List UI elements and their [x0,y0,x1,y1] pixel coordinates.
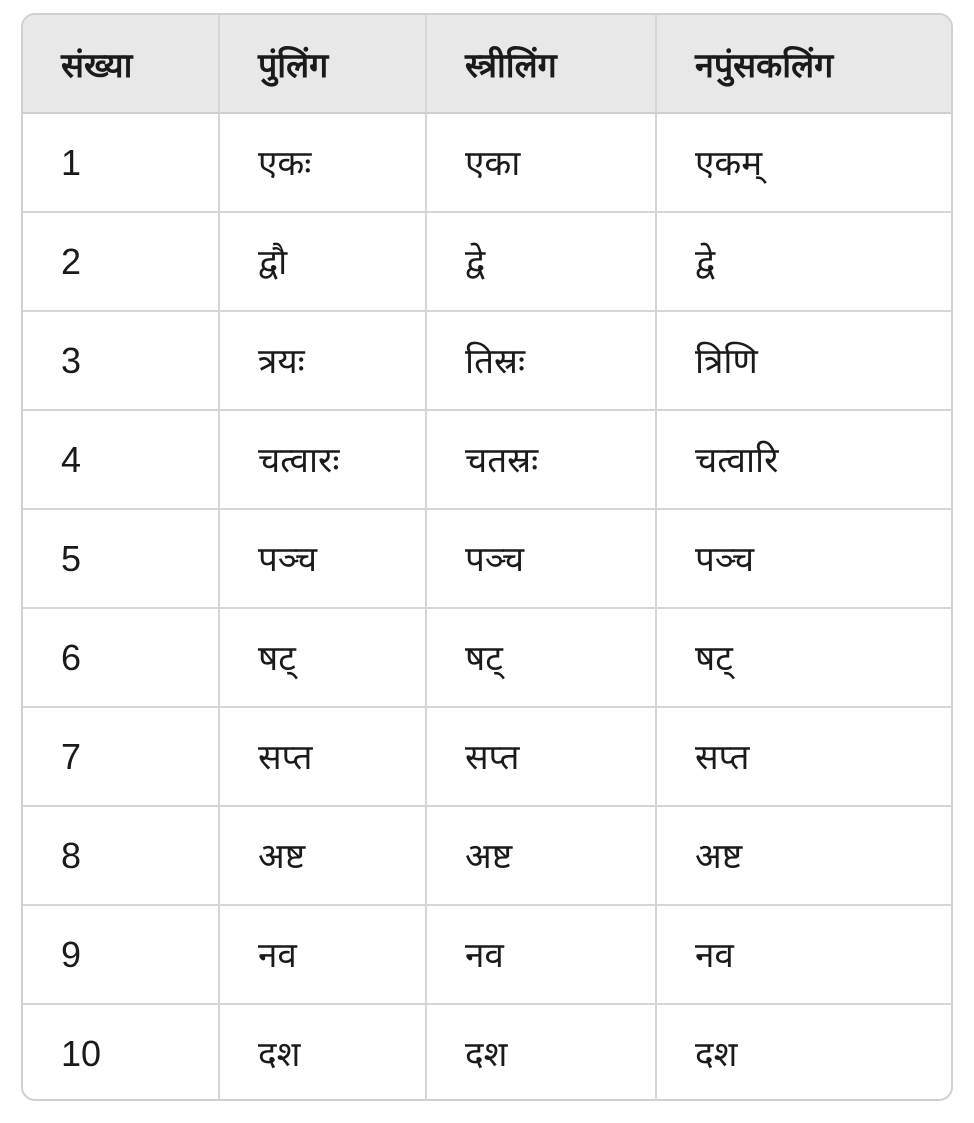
cell-neuter: षट् [656,608,951,707]
cell-number: 3 [23,311,219,410]
cell-feminine: दश [426,1004,656,1101]
table-row [23,509,951,608]
cell-neuter: द्वे [656,212,951,311]
cell-feminine: पञ्च [426,509,656,608]
table-row [23,113,951,212]
cell-number: 2 [23,212,219,311]
header-neuter: नपुंसकलिंग [656,15,951,113]
table-row [23,905,951,1004]
numbers-gender-table [23,15,951,1101]
cell-number: 7 [23,707,219,806]
cell-neuter: चत्वारि [656,410,951,509]
cell-masculine: द्वौ [219,212,426,311]
cell-masculine: नव [219,905,426,1004]
cell-feminine: अष्ट [426,806,656,905]
cell-number: 10 [23,1004,219,1101]
numbers-gender-table-container [21,13,953,1101]
table-row [23,707,951,806]
table-row [23,311,951,410]
cell-number: 9 [23,905,219,1004]
cell-number: 6 [23,608,219,707]
table-row [23,212,951,311]
table-row [23,608,951,707]
cell-neuter: अष्ट [656,806,951,905]
cell-masculine: त्रयः [219,311,426,410]
cell-feminine: चतस्रः [426,410,656,509]
header-masculine: पुंलिंग [219,15,426,113]
cell-neuter: सप्त [656,707,951,806]
cell-masculine: अष्ट [219,806,426,905]
cell-masculine: एकः [219,113,426,212]
header-feminine: स्त्रीलिंग [426,15,656,113]
cell-feminine: तिस्रः [426,311,656,410]
header-number: संख्या [23,15,219,113]
cell-number: 8 [23,806,219,905]
table-row [23,410,951,509]
cell-neuter: पञ्च [656,509,951,608]
table-row [23,806,951,905]
cell-masculine: सप्त [219,707,426,806]
cell-feminine: सप्त [426,707,656,806]
cell-feminine: एका [426,113,656,212]
cell-masculine: दश [219,1004,426,1101]
cell-number: 5 [23,509,219,608]
cell-feminine: नव [426,905,656,1004]
cell-neuter: नव [656,905,951,1004]
cell-neuter: त्रिणि [656,311,951,410]
cell-masculine: चत्वारः [219,410,426,509]
cell-number: 1 [23,113,219,212]
header-row [23,15,951,113]
cell-feminine: षट् [426,608,656,707]
cell-neuter: दश [695,1035,738,1075]
table-row [23,1004,951,1101]
table-header [23,15,951,113]
cell-masculine: पञ्च [219,509,426,608]
table-body [23,113,951,1101]
cell-masculine: षट् [219,608,426,707]
cell-neuter: एकम् [656,113,951,212]
cell-feminine: द्वे [426,212,656,311]
cell-number: 4 [23,410,219,509]
